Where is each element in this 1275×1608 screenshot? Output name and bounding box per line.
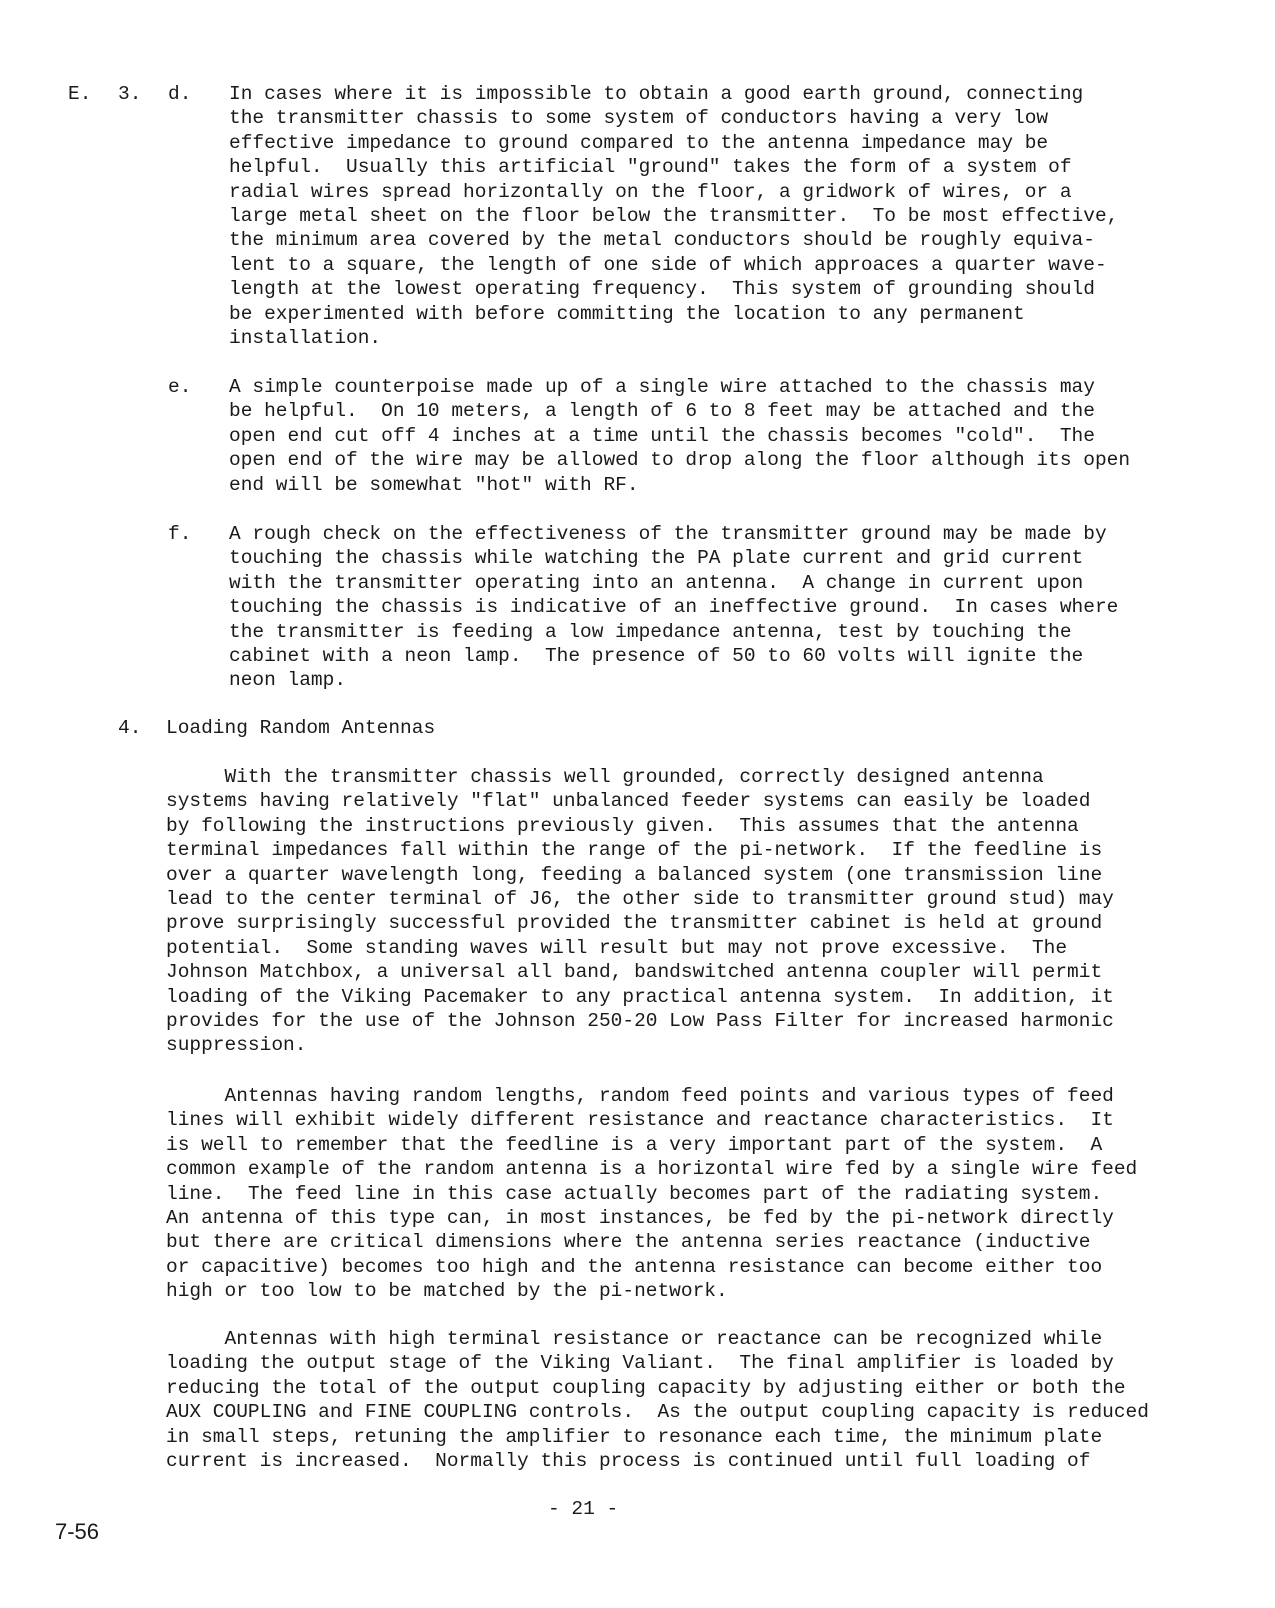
- text-line: in small steps, retuning the amplifier to resonance each time, the minimum plate: [166, 1425, 1103, 1448]
- paragraph: [166, 1084, 1137, 1304]
- text-line: end will be somewhat "hot" with RF.: [229, 473, 639, 496]
- text-line: with the transmitter operating into an antenna. A change in current upon: [229, 571, 1084, 594]
- text-line: With the transmitter chassis well grounded, correctly designed antenna: [166, 766, 1044, 788]
- heading-title: Loading Random Antennas: [166, 717, 436, 739]
- text-line: length at the lowest operating frequency. This system of grounding should: [229, 278, 1095, 301]
- text-line: prove surprisingly successful provided the transmitter cabinet is held at ground: [166, 912, 1103, 935]
- text-line: touching the chassis is indicative of an ineffective ground. In cases where: [229, 596, 1119, 619]
- item-d-text: [229, 82, 1118, 350]
- text-line: by following the instructions previously given. This assumes that the antenna: [166, 814, 1079, 837]
- item-marker: f.: [168, 523, 192, 545]
- item-e-text: [229, 375, 1130, 497]
- text-line: but there are critical dimensions where the antenna series reactance (inductive: [166, 1231, 1091, 1254]
- text-line: installation.: [229, 327, 382, 350]
- heading-number: 4.: [118, 717, 142, 739]
- paragraph: [166, 765, 1114, 1058]
- text-line: lead to the center terminal of J6, the other side to transmitter ground stud) may: [166, 888, 1114, 911]
- text-line: effective impedance to ground compared to the antenna impedance may be: [229, 131, 1049, 154]
- text-line: open end of the wire may be allowed to drop along the floor although its open: [229, 449, 1131, 472]
- section-number: 3.: [118, 83, 142, 105]
- text-line: potential. Some standing waves will result but may not prove excessive. The: [166, 936, 1068, 959]
- item-marker: d.: [168, 83, 192, 105]
- text-line: A rough check on the effectiveness of the transmitter ground may be made by: [229, 523, 1107, 545]
- date-code: 7-56: [55, 1519, 100, 1544]
- text-line: terminal impedances fall within the range of the pi-network. If the feedline is: [166, 839, 1103, 862]
- item-marker: e.: [168, 376, 192, 398]
- text-line: large metal sheet on the floor below the transmitter. To be most effective,: [229, 205, 1119, 228]
- item-f-text: [229, 522, 1118, 693]
- text-line: the transmitter chassis to some system of conductors having a very low: [229, 107, 1049, 130]
- text-line: A simple counterpoise made up of a single wire attached to the chassis may: [229, 376, 1095, 398]
- text-line: the minimum area covered by the metal conductors should be roughly equiva-: [229, 229, 1095, 252]
- text-line: AUX COUPLING and FINE COUPLING controls. As the output coupling capacity is reduced: [166, 1401, 1149, 1424]
- text-line: open end cut off 4 inches at a time until the chassis becomes "cold". The: [229, 424, 1095, 447]
- text-line: An antenna of this type can, in most instances, be fed by the pi-network directly: [166, 1207, 1114, 1230]
- text-line: the transmitter is feeding a low impedance antenna, test by touching the: [229, 620, 1072, 643]
- text-line: systems having relatively "flat" unbalanced feeder systems can easily be loaded: [166, 790, 1091, 813]
- text-line: reducing the total of the output coupling capacity by adjusting either or both the: [166, 1376, 1126, 1399]
- text-line: be helpful. On 10 meters, a length of 6 to 8 feet may be attached and the: [229, 400, 1095, 423]
- text-line: common example of the random antenna is a horizontal wire fed by a single wire feed: [166, 1158, 1138, 1181]
- text-line: suppression.: [166, 1034, 307, 1057]
- text-line: be experimented with before committing the location to any permanent: [229, 302, 1025, 325]
- text-line: Antennas with high terminal resistance or reactance can be recognized while: [166, 1328, 1103, 1350]
- text-line: high or too low to be matched by the pi-network.: [166, 1280, 728, 1303]
- text-line: or capacitive) becomes too high and the antenna resistance can become either too: [166, 1255, 1103, 1278]
- section-letter: E.: [68, 83, 92, 105]
- text-line: helpful. Usually this artificial "ground" takes the form of a system of: [229, 156, 1072, 179]
- text-line: loading of the Viking Pacemaker to any practical antenna system. In addition, it: [166, 985, 1114, 1008]
- paragraph: [166, 1327, 1149, 1473]
- text-line: radial wires spread horizontally on the floor, a gridwork of wires, or a: [229, 180, 1072, 203]
- text-line: Johnson Matchbox, a universal all band, bandswitched antenna coupler will permit: [166, 961, 1103, 984]
- page-number: - 21 -: [548, 1498, 619, 1520]
- text-line: touching the chassis while watching the PA plate current and grid current: [229, 547, 1084, 570]
- text-line: neon lamp.: [229, 669, 347, 692]
- text-line: provides for the use of the Johnson 250-20 Low Pass Filter for increased harmonic: [166, 1010, 1114, 1033]
- text-line: lines will exhibit widely different resistance and reactance characteristics. It: [166, 1109, 1114, 1132]
- text-line: over a quarter wavelength long, feeding a balanced system (one transmission line: [166, 863, 1103, 886]
- text-line: Antennas having random lengths, random feed points and various types of feed: [166, 1085, 1114, 1107]
- text-line: lent to a square, the length of one side of which approaces a quarter wave-: [229, 253, 1107, 276]
- text-line: current is increased. Normally this process is continued until full loading of: [166, 1450, 1091, 1473]
- text-line: loading the output stage of the Viking Valiant. The final amplifier is loaded by: [166, 1352, 1114, 1375]
- text-line: cabinet with a neon lamp. The presence of 50 to 60 volts will ignite the: [229, 645, 1084, 668]
- text-line: In cases where it is impossible to obtain a good earth ground, connecting: [229, 83, 1084, 105]
- text-line: line. The feed line in this case actually becomes part of the radiating system.: [166, 1182, 1103, 1205]
- text-line: is well to remember that the feedline is a very important part of the system. A: [166, 1133, 1103, 1156]
